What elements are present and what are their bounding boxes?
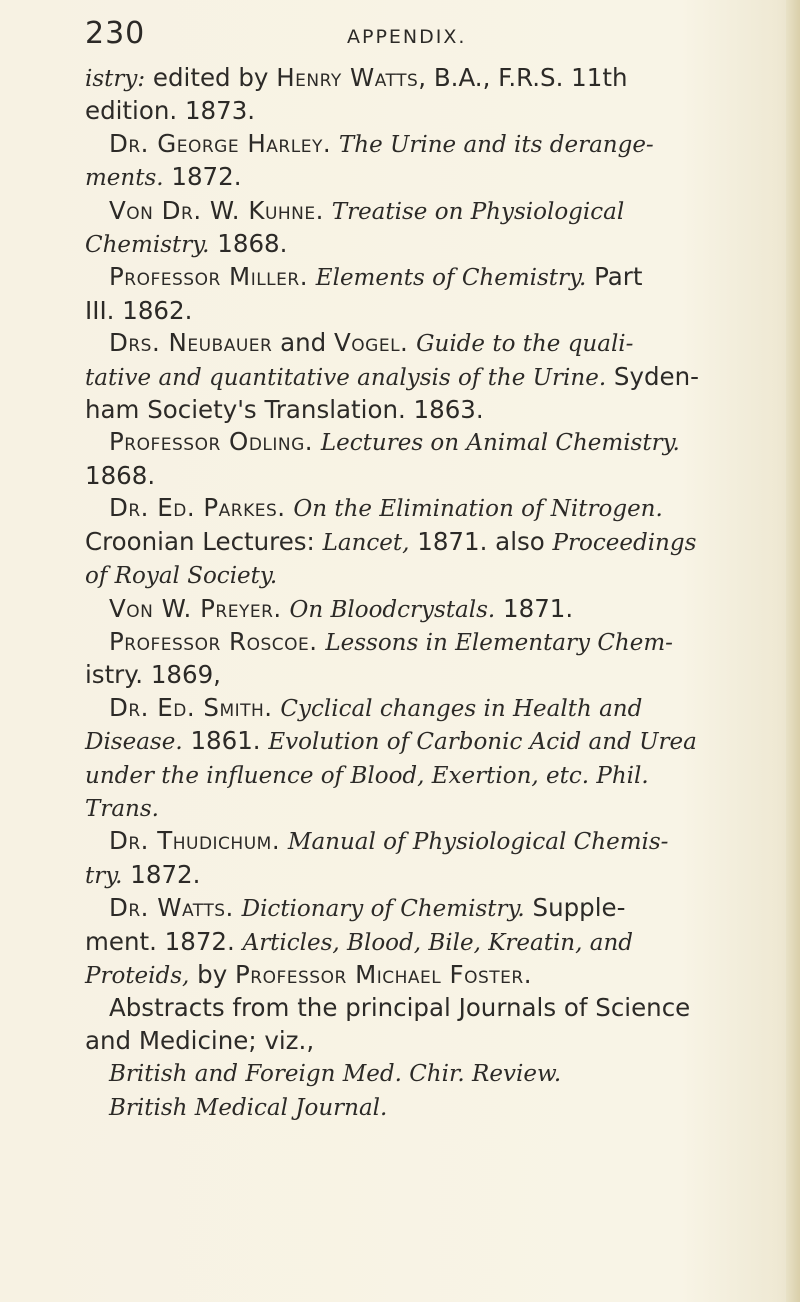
body-text: ment. 1872. bbox=[85, 926, 243, 956]
italic-title-text: British Medical Journal. bbox=[109, 1094, 388, 1121]
text-line bbox=[85, 492, 745, 525]
text-line bbox=[85, 659, 745, 691]
body-text: 1871. bbox=[495, 593, 574, 623]
text-line bbox=[85, 859, 745, 892]
body-text bbox=[313, 427, 321, 456]
body-text bbox=[408, 328, 416, 357]
italic-title-text: under the influence of Blood, Exertion, etc. Phil. bbox=[85, 762, 649, 789]
body-text: and bbox=[272, 328, 335, 358]
text-line bbox=[85, 195, 745, 228]
author-name-text: Henry Watts bbox=[276, 63, 419, 92]
italic-title-text: ments. bbox=[85, 165, 164, 192]
body-text: 1872. bbox=[163, 162, 242, 192]
text-line bbox=[85, 593, 745, 626]
text-line bbox=[85, 128, 745, 161]
running-head: APPENDIX. bbox=[347, 26, 467, 48]
page-header bbox=[85, 16, 695, 52]
author-name-text: Dr. Watts. bbox=[109, 893, 234, 923]
italic-title-text: On the Elimination of Nitrogen. bbox=[293, 496, 663, 523]
author-name-text: Dr. Ed. Parkes. bbox=[109, 493, 286, 523]
author-name-text: Professor Roscoe. bbox=[109, 626, 318, 656]
italic-title-text: Elements of Chemistry. bbox=[315, 265, 587, 292]
italic-title-text: Dictionary of Chemistry. bbox=[241, 896, 525, 923]
text-line bbox=[85, 95, 745, 127]
italic-title-text: Treatise on Physiological bbox=[331, 198, 625, 225]
body-text: and Medicine; viz., bbox=[85, 1025, 315, 1055]
body-text: by bbox=[189, 959, 236, 989]
page-edge-shadow bbox=[786, 0, 800, 1302]
bibliography-list bbox=[85, 62, 745, 1124]
italic-title-text: Cyclical changes in Health and bbox=[280, 695, 643, 722]
text-line bbox=[85, 228, 745, 261]
text-line bbox=[85, 959, 745, 992]
page-number: 230 bbox=[85, 16, 146, 51]
text-line bbox=[85, 295, 745, 327]
author-name-text: Professor Miller. bbox=[109, 262, 308, 292]
italic-title-text: On Bloodcrystals. bbox=[289, 596, 496, 623]
italic-title-text: tative and quantitative analysis of the Urine. bbox=[85, 364, 607, 391]
body-text: edition. 1873. bbox=[85, 96, 256, 126]
body-text: Syden- bbox=[606, 361, 699, 391]
text-line bbox=[85, 725, 745, 758]
author-name-text: Dr. George Harley. bbox=[109, 128, 332, 158]
text-line bbox=[85, 759, 745, 792]
italic-title-text: Manual of Physiological Chemis- bbox=[287, 829, 669, 856]
body-text: 1868. bbox=[85, 460, 156, 490]
body-text bbox=[308, 262, 316, 291]
text-line bbox=[85, 62, 745, 95]
author-name-text: Professor Odling. bbox=[109, 427, 314, 457]
text-line bbox=[85, 394, 745, 426]
body-text bbox=[324, 196, 332, 225]
italic-title-text: British and Foreign Med. Chir. Review. bbox=[109, 1061, 562, 1088]
text-line bbox=[85, 792, 745, 825]
text-line bbox=[85, 926, 745, 959]
italic-title-text: of Royal Society. bbox=[85, 563, 278, 590]
text-line bbox=[85, 426, 745, 459]
text-line bbox=[85, 1057, 745, 1090]
italic-title-text: Lancet, bbox=[322, 529, 410, 556]
body-text bbox=[234, 893, 242, 922]
author-name-text: Dr. Thudichum. bbox=[109, 826, 281, 856]
body-text: 1861. bbox=[182, 726, 269, 756]
text-line bbox=[85, 161, 745, 194]
body-text: , B.A., F.R.S. 11th bbox=[418, 63, 628, 92]
italic-title-text: Guide to the quali- bbox=[416, 331, 634, 358]
text-line bbox=[85, 992, 745, 1024]
text-line bbox=[85, 892, 745, 925]
text-line bbox=[85, 1091, 745, 1124]
author-name-text: Von Dr. W. Kuhne. bbox=[109, 195, 324, 225]
body-text: Abstracts from the principal Journals of Science bbox=[109, 993, 691, 1023]
author-name-text: Vogel. bbox=[334, 328, 409, 358]
italic-title-text: Evolution of Carbonic Acid and Urea bbox=[268, 729, 697, 756]
author-name-text: Von W. Preyer. bbox=[109, 593, 282, 623]
body-text: Supple- bbox=[524, 893, 626, 923]
italic-title-text: The Urine and its derange- bbox=[338, 131, 654, 158]
text-line bbox=[85, 526, 745, 559]
author-name-text: Professor Michael Foster. bbox=[235, 959, 532, 989]
author-name-text: Dr. Ed. Smith. bbox=[109, 692, 273, 722]
text-line bbox=[85, 559, 745, 592]
italic-title-text: try. bbox=[85, 862, 123, 889]
text-line bbox=[85, 361, 745, 394]
text-line bbox=[85, 692, 745, 725]
body-text bbox=[280, 826, 288, 855]
author-name-text: Drs. Neubauer bbox=[109, 328, 273, 358]
body-text: Croonian Lectures: bbox=[85, 526, 323, 556]
text-line bbox=[85, 460, 745, 492]
body-text: 1868. bbox=[209, 229, 288, 259]
italic-title-text: Lectures on Animal Chemistry. bbox=[320, 430, 680, 457]
text-line bbox=[85, 1025, 745, 1057]
body-text: Part bbox=[586, 262, 643, 292]
body-text: 1871. also bbox=[409, 526, 553, 556]
text-line bbox=[85, 327, 745, 360]
text-line bbox=[85, 261, 745, 294]
body-text: edited by bbox=[145, 63, 277, 92]
body-text: III. 1862. bbox=[85, 295, 193, 325]
body-text bbox=[331, 129, 339, 158]
italic-title-text: Lessons in Elementary Chem- bbox=[325, 629, 673, 656]
italic-title-text: Disease. bbox=[85, 729, 183, 756]
italic-title-text: Chemistry. bbox=[85, 232, 210, 259]
body-text: ham Society's Translation. 1863. bbox=[85, 395, 484, 425]
text-line bbox=[85, 626, 745, 659]
text-line bbox=[85, 825, 745, 858]
italic-title-text: Proceedings bbox=[552, 529, 697, 556]
italic-title-text: Proteids, bbox=[85, 962, 190, 989]
italic-title-text: istry: bbox=[85, 66, 146, 92]
body-text: 1872. bbox=[122, 859, 201, 889]
italic-title-text: Articles, Blood, Bile, Kreatin, and bbox=[242, 929, 633, 956]
italic-title-text: Trans. bbox=[85, 795, 159, 822]
body-text: istry. 1869, bbox=[85, 660, 221, 690]
